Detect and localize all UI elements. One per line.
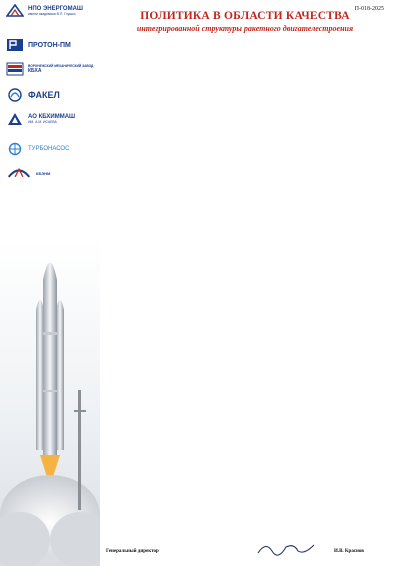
kbhimmash-logo-icon bbox=[6, 112, 24, 126]
logo-kbha bbox=[6, 62, 96, 76]
proton-logo-icon bbox=[6, 38, 24, 52]
logo-kbhimmash bbox=[6, 112, 96, 126]
page-title: ПОЛИТИКА В ОБЛАСТИ КАЧЕСТВА bbox=[140, 10, 350, 22]
logo-turbonasos-name: ТУРБОНАСОС bbox=[28, 146, 70, 152]
logo-kbha-sub: КБХА bbox=[28, 68, 42, 74]
logo-proton-pm bbox=[6, 38, 96, 52]
signatory-position: Генеральный директор bbox=[106, 549, 159, 554]
logo-kbenm-name: КБЭНМ bbox=[36, 170, 51, 176]
logo-sidebar bbox=[0, 0, 100, 566]
logo-proton-name: ПРОТОН-ПМ bbox=[28, 41, 71, 49]
logo-turbonasos bbox=[6, 142, 96, 156]
logo-fakel-name: ФАКЕЛ bbox=[28, 90, 60, 100]
energomash-logo-icon bbox=[6, 4, 24, 18]
turbonasos-logo-icon bbox=[6, 142, 24, 156]
page-subtitle: интегрированной структуры ракетного двигателестроения bbox=[136, 24, 354, 33]
logo-energomash bbox=[6, 4, 96, 18]
signature-block bbox=[106, 549, 388, 554]
document-id: П-018-2025 bbox=[354, 6, 384, 12]
rocket-icon bbox=[0, 240, 100, 566]
kbenm-logo-icon bbox=[6, 164, 32, 182]
fakel-logo-icon bbox=[6, 88, 24, 102]
signatory-name: И.В. Краснов bbox=[333, 549, 364, 554]
logo-energomash-sub: имени академика В.П. Глушко bbox=[28, 12, 76, 16]
signature-icon bbox=[256, 539, 316, 557]
logo-kbhimmash-name: АО КБХИММАШ bbox=[28, 114, 76, 120]
logo-fakel bbox=[6, 88, 96, 102]
logo-kbhimmash-sub: ИМ. А.М. ИСАЕВА bbox=[28, 120, 57, 124]
logo-kbha-name: ВОРОНЕЖСКИЙ МЕХАНИЧЕСКИЙ ЗАВОД bbox=[28, 64, 94, 68]
logo-kbenm bbox=[6, 164, 96, 182]
kbha-logo-icon bbox=[6, 62, 24, 76]
logo-energomash-name: НПО ЭНЕРГОМАШ bbox=[28, 6, 83, 12]
rocket-illustration bbox=[0, 240, 100, 566]
